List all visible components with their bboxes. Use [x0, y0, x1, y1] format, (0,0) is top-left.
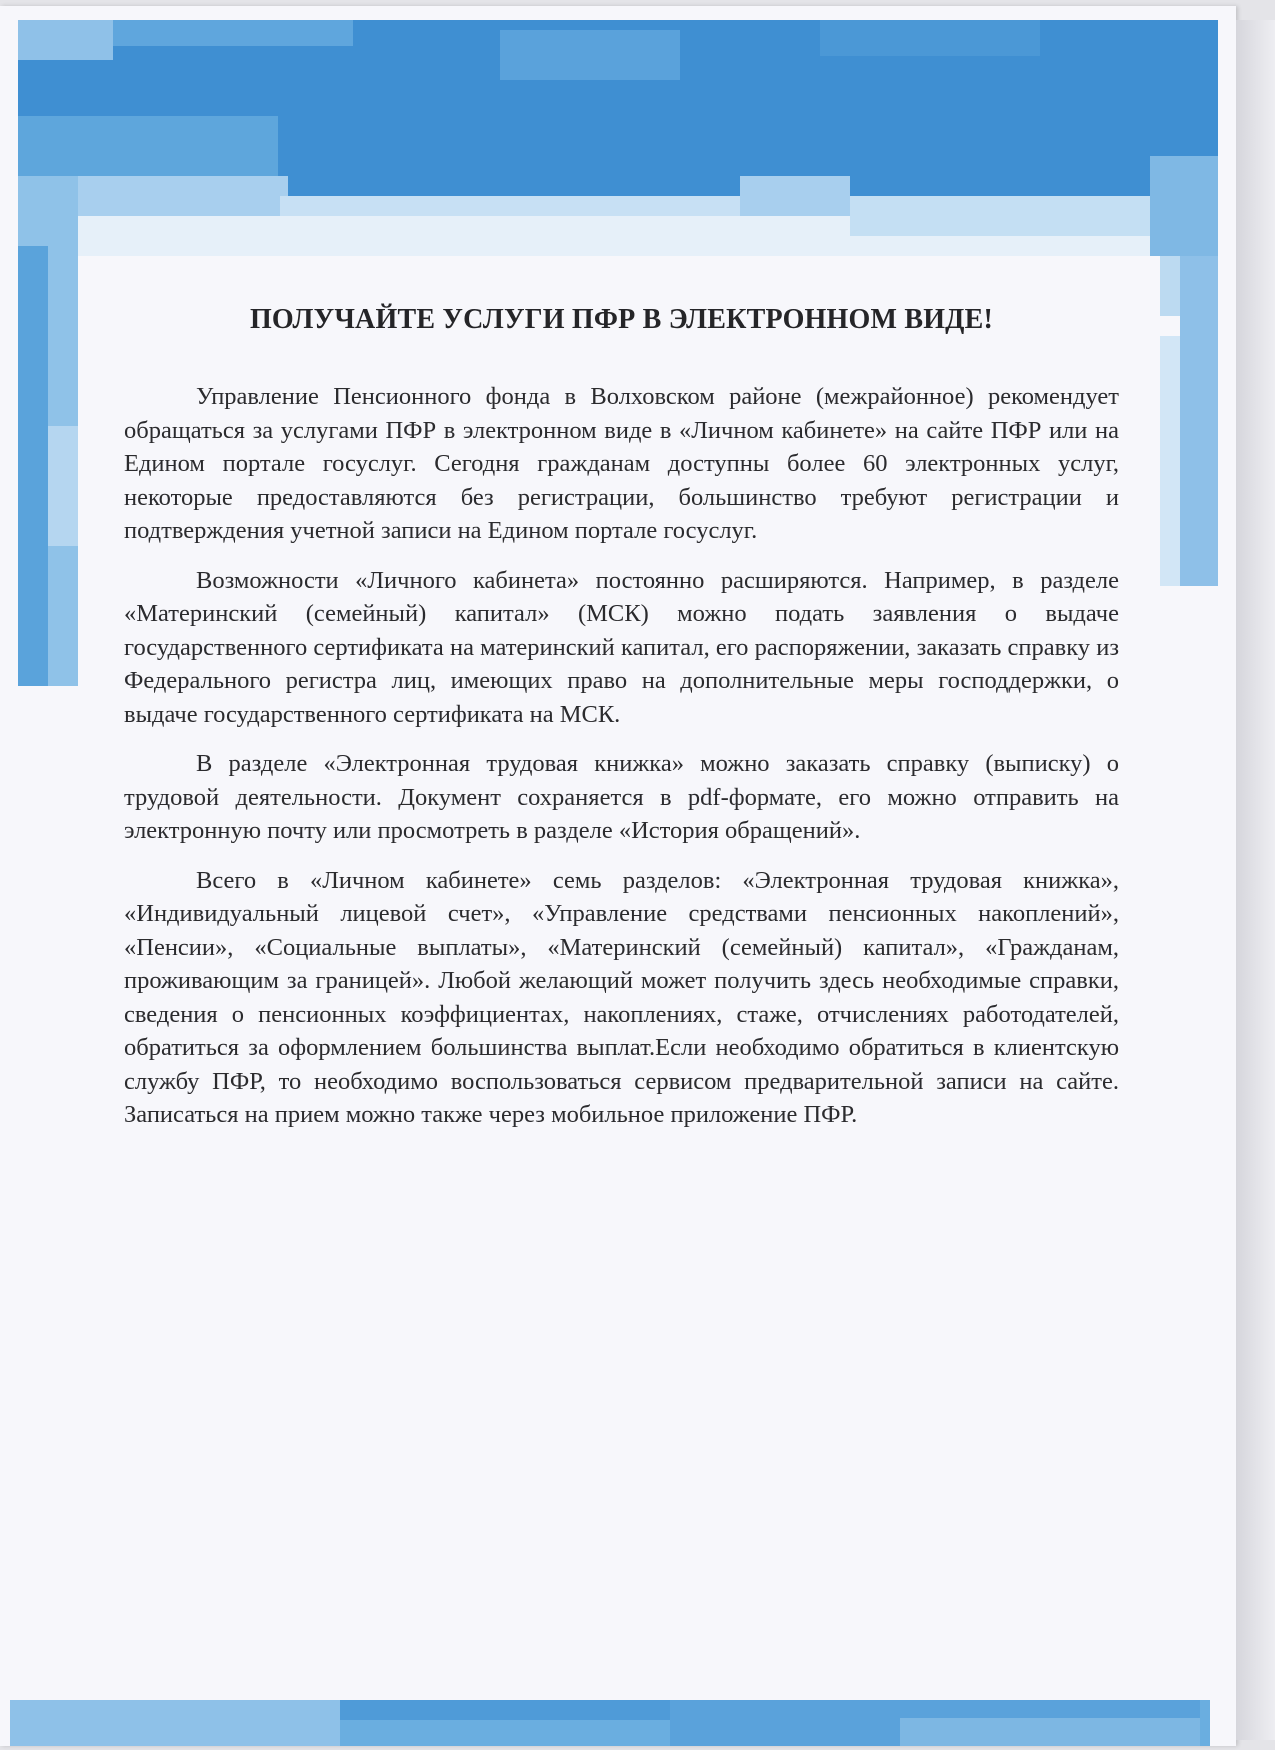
document-body: [124, 304, 1119, 1148]
paragraph-cabinet-sections: Всего в «Личном кабинете» семь разделов: «Электронная трудовая книжка», «Индивидуальный лицевой счет», «Управление средствами пенсионных накоплений», «Пенсии», «Социальные выплаты», «Материнский (семейный) капитал», «Гражданам, проживающим за границей». Любой желающий может получить здесь необходимые справки, сведения о пенсионных коэффициентах, накоплениях, стаже, отчислениях работодателей, обратиться за оформлением большинства выплат.Если необходимо обратиться в клиентскую службу ПФР, то необходимо воспользоваться сервисом предварительной записи на сайте. Записаться на прием можно также через мобильное приложение ПФР.: [124, 866, 1119, 1128]
paragraph-intro: Управление Пенсионного фонда в Волховском районе (межрайонное) рекомендует обращаться за услугами ПФР в электронном виде в «Личном кабинете» на сайте ПФР или на Едином портале госуслуг. Сегодня гражданам доступны более 60 электронных услуг, некоторые предоставляются без регистрации, большинство требуют регистрации и подтверждения учетной записи на Едином портале госуслуг.: [124, 383, 1119, 544]
document-page: [0, 6, 1236, 1746]
paragraph-maternity-capital: Возможности «Личного кабинета» постоянно расширяются. Например, в разделе «Материнский (семейный) капитал» (МСК) можно подать заявления о выдаче государственного сертификата на материнский капитал, его распоряжении, заказать справку из Федерального регистра лиц, имеющих право на дополнительные меры господдержки, о выдаче государственного сертификата на МСК.: [124, 566, 1119, 728]
document-title: ПОЛУЧАЙТЕ УСЛУГИ ПФР В ЭЛЕКТРОННОМ ВИДЕ!: [249, 304, 994, 335]
paragraph-work-record: В разделе «Электронная трудовая книжка» можно заказать справку (выписку) о трудовой деятельности. Документ сохраняется в pdf-формате, его можно отправить на электронную почту или просмотреть в разделе «История обращений».: [124, 750, 1119, 844]
page-edge-shadow: [1236, 20, 1275, 1740]
footer-decorative-band: [0, 1700, 1236, 1746]
